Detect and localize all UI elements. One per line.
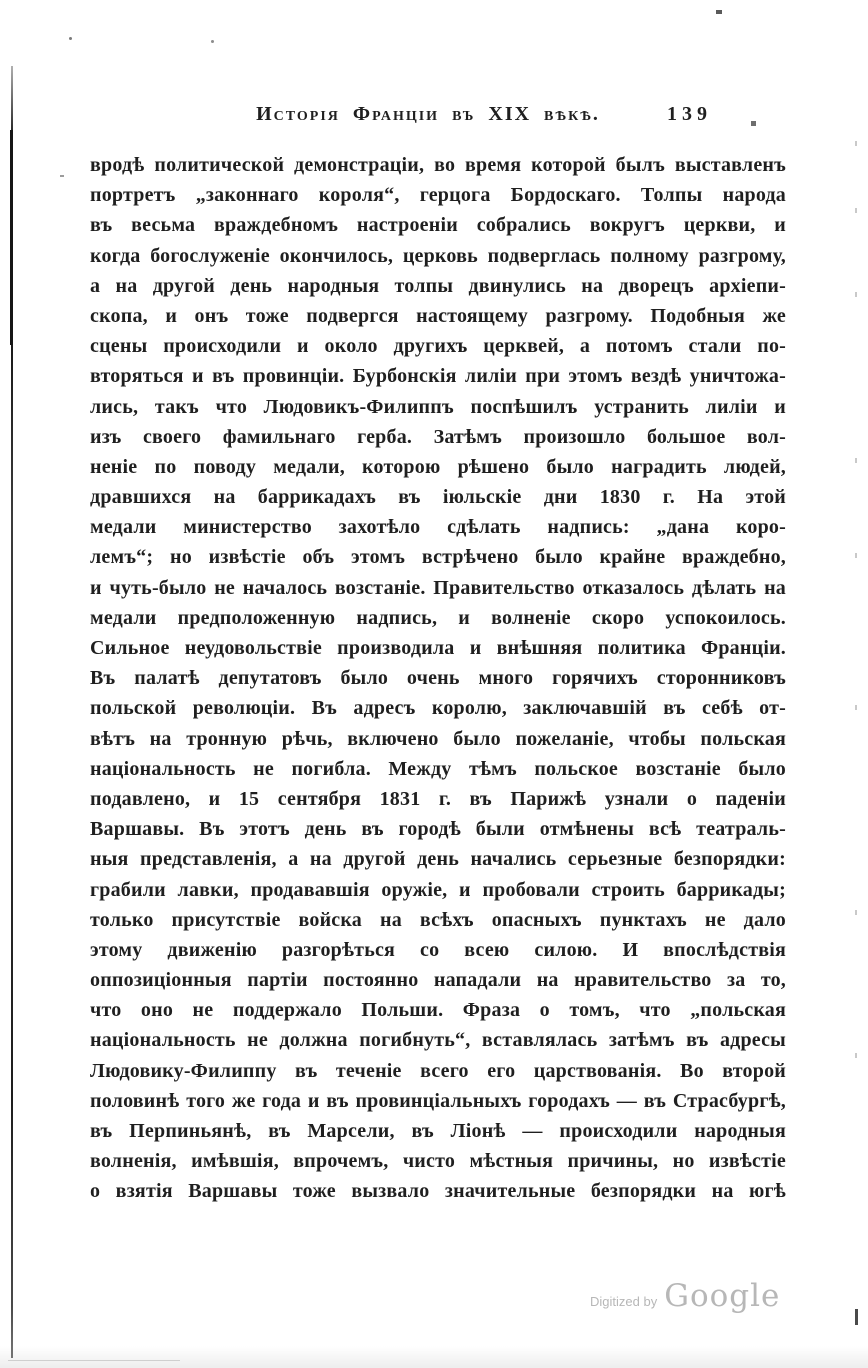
margin-speck bbox=[855, 910, 857, 915]
text-line: національность не погибла. Между тѣмъ польское возстаніе было bbox=[90, 757, 786, 780]
text-line: изъ своего фамильнаго герба. Затѣмъ произошло большое вол- bbox=[90, 425, 786, 448]
ink-speck bbox=[716, 10, 722, 14]
body-text bbox=[90, 150, 786, 1207]
text-line: въ весьма враждебномъ настроеніи собрались вокругъ церкви, и bbox=[90, 214, 786, 237]
text-line: Варшавы. Въ этотъ день въ городѣ были отмѣнены всѣ театраль- bbox=[90, 818, 786, 841]
text-line: волненія, имѣвшія, впрочемъ, чисто мѣстныя причины, но извѣстіе bbox=[90, 1150, 786, 1173]
text-line: когда богослуженіе окончилось, церковь подверглась полному разгрому, bbox=[90, 244, 786, 267]
margin-speck bbox=[855, 208, 857, 213]
text-line: о взятія Варшавы тоже вызвало значительные безпорядки на югѣ bbox=[90, 1180, 786, 1203]
text-line: этому движенію разгорѣться со всею силою. И впослѣдствія bbox=[90, 938, 786, 961]
ink-speck bbox=[60, 175, 64, 177]
text-line: лемъ“; но извѣстіе объ этомъ встрѣчено было крайне враждебно, bbox=[90, 546, 786, 569]
text-line: Въ палатѣ депутатовъ было очень много горячихъ сторонниковъ bbox=[90, 667, 786, 690]
text-line: неніе по поводу медали, которою рѣшено было наградить людей, bbox=[90, 455, 786, 478]
ink-speck bbox=[211, 40, 214, 43]
running-title: Исторія Франціи въ XIX вѣкѣ. bbox=[256, 103, 600, 125]
margin-speck bbox=[855, 458, 857, 463]
margin-speck bbox=[855, 705, 857, 710]
scan-edge-dash bbox=[855, 1309, 858, 1325]
text-line: вторяться и въ провинціи. Бурбонскія лиліи при этомъ вездѣ уничтожа- bbox=[90, 365, 786, 388]
text-line: медали предположенную надпись, и волненіе скоро успокоилось. bbox=[90, 606, 786, 629]
google-watermark bbox=[590, 1278, 780, 1314]
text-line: вѣтъ на тронную рѣчь, включено было пожеланіе, чтобы польская bbox=[90, 727, 786, 750]
text-line: оппозиціонныя партіи постоянно нападали на нравительство за то, bbox=[90, 969, 786, 992]
text-line: польской революціи. Въ адресъ королю, заключавшій въ себѣ от- bbox=[90, 697, 786, 720]
text-line: въ Перпиньянѣ, въ Марсели, въ Ліонѣ — происходили народныя bbox=[90, 1120, 786, 1142]
scan-bottom-edge-line bbox=[8, 1360, 180, 1361]
text-line: подавлено, и 15 сентября 1831 г. въ Парижѣ узнали о паденіи bbox=[90, 787, 786, 810]
page-header bbox=[90, 103, 786, 133]
text-line: Сильное неудовольствіе производила и внѣшняя политика Франціи. bbox=[90, 637, 786, 659]
page-bottom-shadow bbox=[0, 1346, 868, 1368]
text-line: ныя представленія, а на другой день начались серьезные безпорядки: bbox=[90, 848, 786, 871]
text-line: дравшихся на баррикадахъ въ іюльскіе дни 1830 г. На этой bbox=[90, 486, 786, 509]
watermark-prefix: Digitized by bbox=[590, 1294, 658, 1309]
ink-speck bbox=[751, 121, 756, 126]
text-line: медали министерство захотѣло сдѣлать надпись: „дана коро- bbox=[90, 516, 786, 539]
text-line: а на другой день народныя толпы двинулись на дворецъ архіепи- bbox=[90, 274, 786, 297]
google-logo: Google bbox=[664, 1278, 781, 1314]
text-line: сцены происходили и около другихъ церквей, а потомъ стали по- bbox=[90, 335, 786, 358]
margin-speck bbox=[855, 1053, 857, 1058]
text-line: лись, такъ что Людовикъ-Филиппъ поспѣшилъ устранить лиліи и bbox=[90, 395, 786, 418]
margin-speck bbox=[855, 553, 857, 558]
text-line: Людовику-Филиппу въ теченіе всего его царствованія. Во второй bbox=[90, 1059, 786, 1082]
text-line: скопа, и онъ тоже подвергся настоящему разгрому. Подобныя же bbox=[90, 304, 786, 327]
margin-speck bbox=[855, 141, 857, 146]
text-line: вродѣ политической демонстраціи, во время которой былъ выставленъ bbox=[90, 154, 786, 176]
ink-speck bbox=[69, 37, 72, 40]
text-line: и чуть-было не началось возстаніе. Правительство отказалось дѣлать на bbox=[90, 576, 786, 599]
text-line: портретъ „законнаго короля“, герцога Бордоскаго. Толпы народа bbox=[90, 184, 786, 207]
text-line: грабили лавки, продававшія оружіе, и пробовали строить баррикады; bbox=[90, 878, 786, 901]
margin-speck bbox=[855, 292, 857, 297]
text-line: національность не должна погибнуть“, вставлялась затѣмъ въ адресы bbox=[90, 1029, 786, 1052]
scan-gutter-line-thick bbox=[10, 130, 13, 345]
text-line: половинѣ того же года и въ провинціальныхъ городахъ — въ Страсбургѣ, bbox=[90, 1089, 786, 1112]
text-line: что оно не поддержало Польши. Фраза о томъ, что „польская bbox=[90, 999, 786, 1022]
page-number: 139 bbox=[667, 103, 712, 125]
text-line: только присутствіе войска на всѣхъ опасныхъ пунктахъ не дало bbox=[90, 908, 786, 931]
